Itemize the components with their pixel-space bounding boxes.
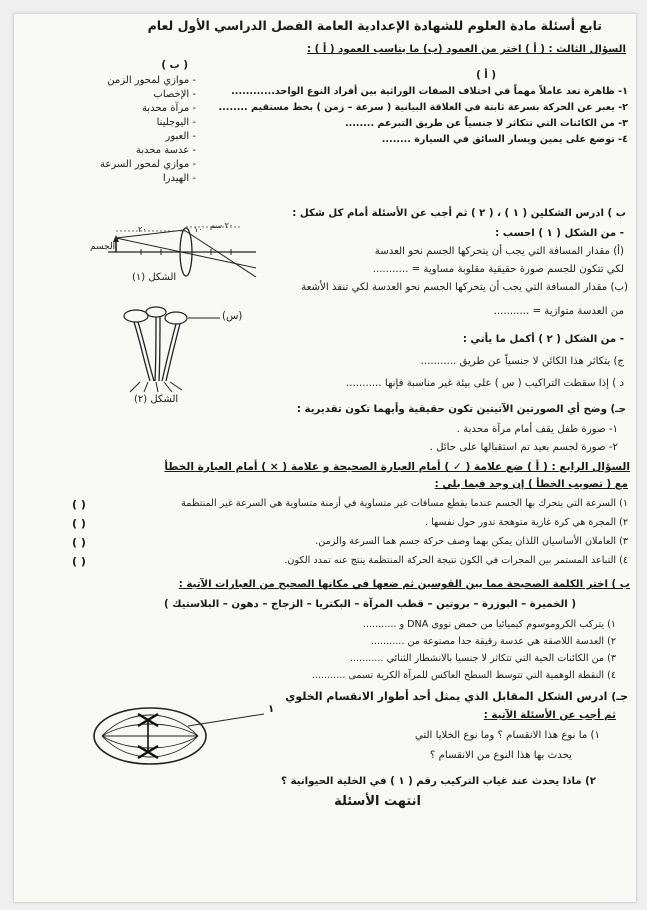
answer-paren[interactable]: ( ) (72, 498, 86, 511)
cell-division-diagram (88, 698, 278, 768)
answer-paren[interactable]: ( ) (72, 536, 86, 549)
q3-col-b-list (46, 74, 196, 186)
fig1-caption: الشكل (١) (132, 272, 177, 283)
fig2-heading: - من الشكل ( ٢ ) أكمل ما يأتي : (462, 334, 624, 345)
q4-heading: السؤال الرابع : ( أ ) ضع علامة ( ✓ ) أمام العبارة الصحيحة و علامة ( × ) أمام العبارة الخطأ (164, 461, 630, 473)
answer-paren[interactable]: ( ) (72, 555, 86, 568)
figure-1-lens-diagram (96, 222, 266, 296)
q4-item-2: ٢) المجرة هي كرة غازية متوهجة تدور حول نفسها . (424, 517, 628, 528)
list-item: - اليوجلينا (156, 117, 196, 128)
fig2-question-c: ج) يتكاثر هذا الكائن لا جنسياً عن طريق ........... (420, 356, 624, 367)
fig1-dim-label: ٢٠ سم (210, 221, 234, 230)
q4-part-b-heading: ب ) اختر الكلمة الصحيحة مما بين القوسين ثم ضعها في مكانها الصحيح من العبارات الآتية : (178, 579, 630, 590)
q4-part-c-heading: جـ) ادرس الشكل المقابل الذي يمثل أحد أطوار الانقسام الخلوي (285, 690, 628, 703)
q4-part-c-q1-line1: ١) ما نوع هذا الانقسام ؟ وما نوع الخلايا التي (414, 730, 600, 741)
cell-diagram-label-1: ١ (268, 704, 275, 715)
list-item: - الإخصاب (153, 89, 196, 100)
q3-part-b-heading: ب ) ادرس الشكلين ( ١ ) ، ( ٢ ) ثم أجب عن الأسئلة أمام كل شكل : (292, 208, 626, 219)
fig1-question-a-line2: لكي تتكون للجسم صورة حقيقية مقلوبة مساوية = ........... (372, 264, 624, 275)
fig2-label-s: (س) (222, 311, 243, 322)
list-item: - موازي لمحور الزمن (107, 75, 196, 86)
list-item: - مرآة محدبة (141, 103, 196, 114)
fig1-question-b-line1: (ب) مقدار المسافة التي يجب أن يتحركها الجسم نحو العدسة لكي تنفذ الأشعة (301, 282, 628, 293)
list-item: - الهيدرا (162, 173, 196, 184)
q3-item-2: ٢- يعبر عن الحركة بسرعة ثابتة في العلاقة البيانية ( سرعة – زمن ) بخط مستقيم ........ (218, 102, 628, 113)
q3-part-c-item-1: ١- صورة طفل يقف أمام مرآة محدبة . (456, 424, 618, 435)
q4-word-bank: ( الخميرة – البوزرة – بروتين – قطب المرآة – البكتريا – الزجاج – دهون – البلاستيك ) (163, 599, 576, 610)
q4-fill-item-2: ٢) العدسة اللاصقة هي عدسة رقيقة جدا مصنوعة من ........... (370, 636, 616, 647)
q4-fill-item-4: ٤) النقطة الوهمية التي تتوسط السطح العاكس للمرآة الكرية تسمى ........... (311, 670, 616, 681)
q4-part-c-q1-line2: يحدث بها هذا النوع من الانقسام ؟ (429, 750, 572, 761)
q3-part-c-heading: جـ) وضح أي الصورتين الآتيتين تكون حقيقية وأيهما تكون تقديرية : (296, 404, 626, 415)
fig1-dim-label: ١٠ (194, 225, 203, 234)
fig1-question-a-line1: (أ) مقدار المسافة التي يجب أن يتحركها الجسم نحو العدسة (374, 246, 624, 257)
fig2-caption: الشكل (٢) (134, 394, 179, 405)
exam-sheet (14, 14, 636, 902)
q3-col-b-label: ( ب ) (161, 60, 188, 71)
exam-ending: انتهت الأسئلة (334, 794, 421, 809)
q4-item-1: ١) السرعة التي يتحرك بها الجسم عندما يقطع مسافات غير متساوية في أزمنة متساوية هي السرعة غير المنتظمة (181, 498, 628, 509)
q4-fill-item-1: ١) يتركب الكروموسوم كيميائيا من حمض نووي DNA و ........... (362, 619, 616, 630)
list-item: - موازي لمحور السرعة (100, 159, 196, 170)
fig1-heading: - من الشكل ( ١ ) احسب : (495, 228, 624, 239)
q3-col-a-label: ( أ ) (476, 70, 496, 81)
list-item: - عدسة محدبة (135, 145, 196, 156)
q4-fill-item-3: ٣) من الكائنات الحية التي تتكاثر لا جنسيا بالانشطار الثنائي ........... (349, 653, 616, 664)
q3-heading: السؤال الثالث : ( أ ) اختر من العمود (ب) ما يناسب العمود ( أ ) : (307, 44, 626, 55)
q4-part-c-q2: ٢) ماذا يحدث عند غياب التركيب رقم ( ١ ) في الخلية الحيوانية ؟ (281, 776, 596, 787)
answer-paren[interactable]: ( ) (72, 517, 86, 530)
exam-title: تابع أسئلة مادة العلوم للشهادة الإعدادية العامة الفصل الدراسي الأول لعام (147, 18, 602, 33)
q3-item-1: ١- ظاهرة تعد عاملاً مهماً في اختلاف الصفات الوراثية بين أفراد النوع الواحد............ (231, 86, 628, 97)
q4-subheading: مع ( تصويب الخطأ ) إن وجد فيما يلي : (434, 479, 628, 490)
fig2-question-d: د ) إذا سقطت التراكيب ( س ) على بيئة غير مناسبة فإنها ........... (346, 378, 624, 389)
q4-item-3: ٣) العاملان الأساسيان اللذان يمكن بهما وصف حركة جسم هما السرعة والزمن. (315, 536, 628, 547)
q3-item-4: ٤- توضع على يمين ويسار السائق في السيارة ........ (381, 134, 628, 145)
fig1-question-b-line2: من العدسة متوازية = ........... (493, 306, 624, 317)
list-item: - العبور (165, 131, 196, 142)
fig1-object-label: الجسم (90, 242, 116, 252)
q3-part-c-item-2: ٢- صورة لجسم بعيد تم استقبالها على حائل . (429, 442, 618, 453)
q4-part-c-sub: ثم أجب عن الأسئلة الآتية : (483, 710, 616, 721)
fig1-dim-label: ٢٠ (138, 225, 147, 234)
q4-item-4: ٤) التباعد المستمر بين المجرات في الكون نتيجة الحركة المنتظمة ينتج عنه تمدد الكون. (284, 555, 628, 566)
q3-item-3: ٣- من الكائنات التي تتكاثر لا جنسياً عن طريق التبرعم ........ (344, 118, 628, 129)
